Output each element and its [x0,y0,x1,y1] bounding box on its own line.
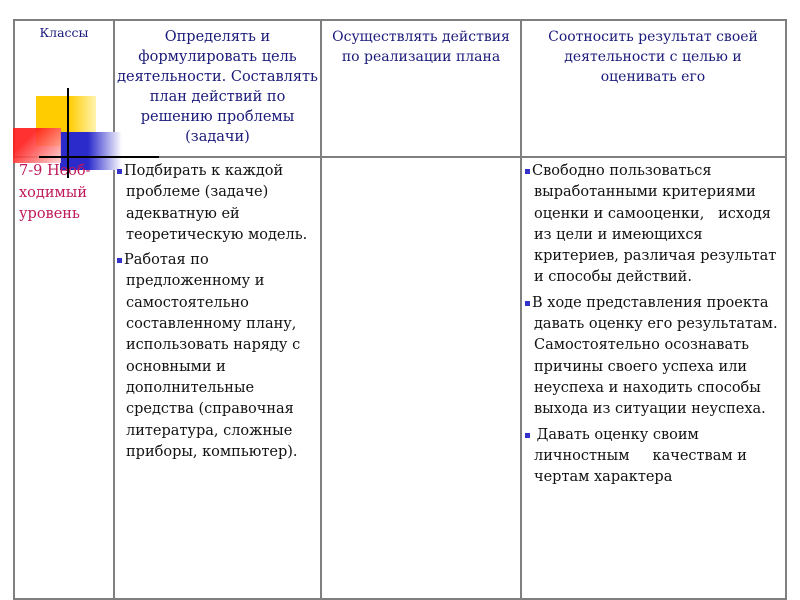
header-act-by-plan-label: Осуществлять действия по реализации плана [332,29,510,65]
competency-table [13,19,787,600]
list-item [117,250,317,463]
header-act-by-plan [331,27,511,67]
header-evaluate-result [533,27,773,87]
header-classes [15,25,113,40]
bullet-icon [117,258,122,263]
header-classes-label: Классы [39,25,89,40]
column-divider [520,19,522,600]
list-item-text: Давать оценку своим личностным качествам и чертам характера [532,426,752,486]
header-goal-planning-label: Определять и формулировать цель деятельности. Составлять план действий по решению проблемы (задачи) [117,29,318,145]
list-item [525,293,783,421]
table-border-top [13,19,787,21]
list-item [117,161,317,246]
column-divider [320,19,322,600]
list-item-text: Подбирать к каждой проблеме (задаче) адекватную ей теоретическую модель. [124,163,308,243]
list-item [525,161,783,289]
list-item [525,425,783,489]
column-divider [113,19,115,600]
list-item-text: Свободно пользоваться выработанными критериями оценки и самооценки, исходя из цели и имеющихся критериев, различая результат и способы действий. [532,163,781,286]
bullet-icon [525,433,530,438]
list-item-text: Работая по предложенному и самостоятельно составленному плану, использовать наряду с основными и дополнительные средства (справочная литература, сложные приборы, компьютер). [124,252,301,460]
table-border-left [13,19,15,600]
decor-horizontal-line-icon [39,156,159,158]
bullet-icon [525,169,530,174]
header-evaluate-result-label: Соотносить результат своей деятельности с целью и оценивать его [548,29,758,85]
table-border-right [785,19,787,600]
bullet-icon [525,301,530,306]
goal-planning-items [117,161,317,467]
header-goal-planning [117,27,318,147]
level-text: 7-9 Необ-ходимый уровень [19,163,91,222]
list-item-text: В ходе представления проекта давать оценку его результатам. Самостоятельно осознавать причины своего успеха или неуспеха и находить способы выхода из ситуации неуспеха. [532,294,778,418]
level-label [19,161,111,226]
evaluate-result-items [525,161,783,492]
bullet-icon [117,169,122,174]
